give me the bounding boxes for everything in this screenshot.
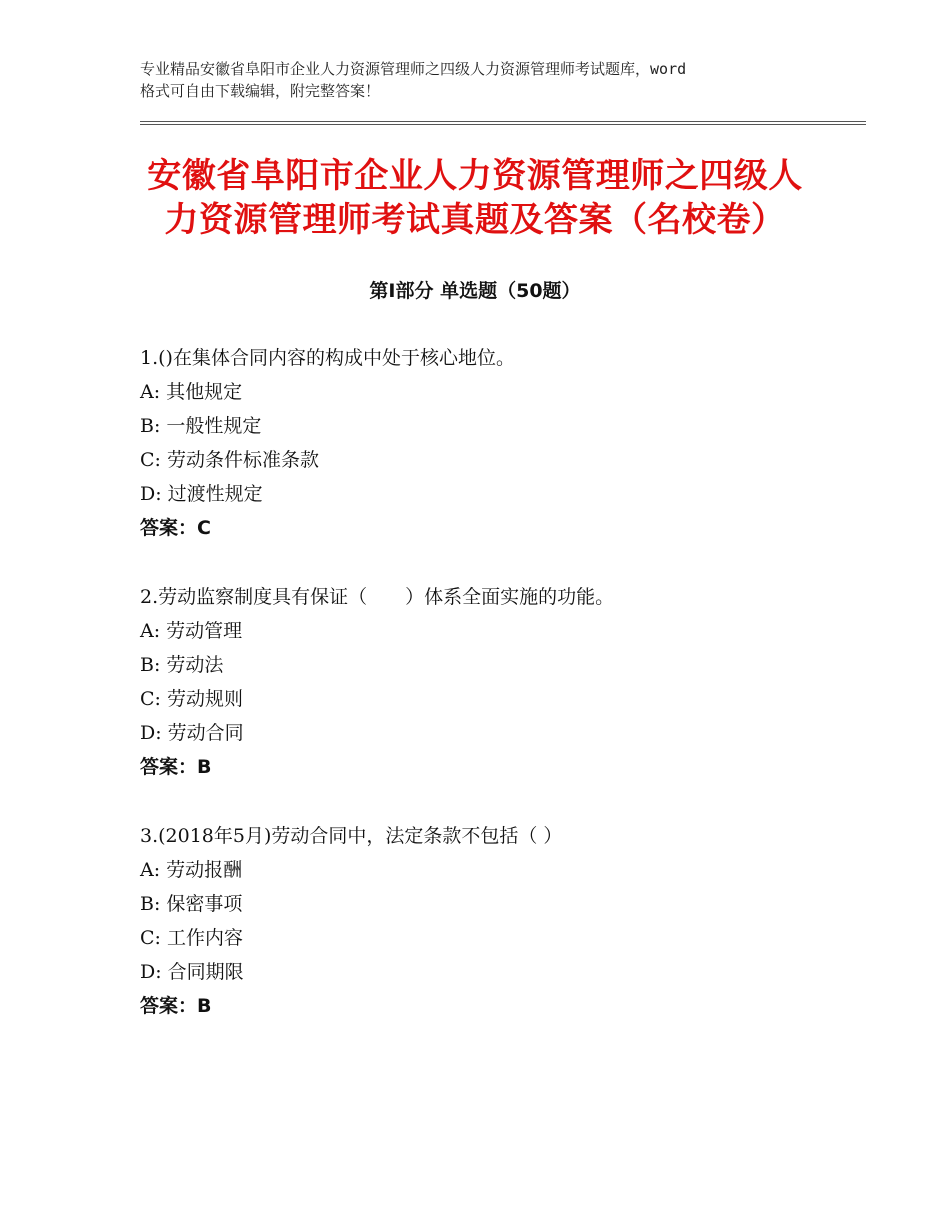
header-note	[140, 58, 840, 102]
answer: 答案：C	[140, 517, 211, 539]
document-title-line-2: 力资源管理师考试真题及答案（名校卷）	[164, 200, 786, 240]
question-stem: 3.(2018年5月)劳动合同中，法定条款不包括（ ）	[140, 825, 563, 847]
option-a: A: 劳动报酬	[140, 859, 243, 881]
header-divider-top	[140, 121, 866, 122]
question-stem: 2.劳动监察制度具有保证（ ）体系全面实施的功能。	[140, 586, 615, 608]
option-c: C: 劳动条件标准条款	[140, 449, 319, 471]
answer: 答案：B	[140, 756, 212, 778]
document-title-line-1: 安徽省阜阳市企业人力资源管理师之四级人	[147, 156, 803, 196]
header-note-line-2: 格式可自由下载编辑，附完整答案！	[140, 82, 381, 100]
option-c: C: 劳动规则	[140, 688, 243, 710]
option-c: C: 工作内容	[140, 927, 243, 949]
section-heading: 第Ⅰ部分 单选题（50题）	[369, 280, 581, 302]
option-d: D: 合同期限	[140, 961, 244, 983]
document-title	[140, 154, 810, 242]
option-b: B: 保密事项	[140, 893, 243, 915]
option-a: A: 其他规定	[140, 381, 243, 403]
option-a: A: 劳动管理	[140, 620, 243, 642]
option-b: B: 劳动法	[140, 654, 224, 676]
option-d: D: 劳动合同	[140, 722, 244, 744]
question-stem: 1.()在集体合同内容的构成中处于核心地位。	[140, 347, 515, 369]
option-d: D: 过渡性规定	[140, 483, 263, 505]
question-2	[140, 580, 840, 784]
question-3	[140, 819, 840, 1023]
question-1	[140, 341, 840, 545]
answer: 答案：B	[140, 995, 212, 1017]
header-divider-bottom	[140, 124, 866, 125]
option-b: B: 一般性规定	[140, 415, 262, 437]
header-note-line-1: 专业精品安徽省阜阳市企业人力资源管理师之四级人力资源管理师考试题库，word	[140, 60, 687, 78]
